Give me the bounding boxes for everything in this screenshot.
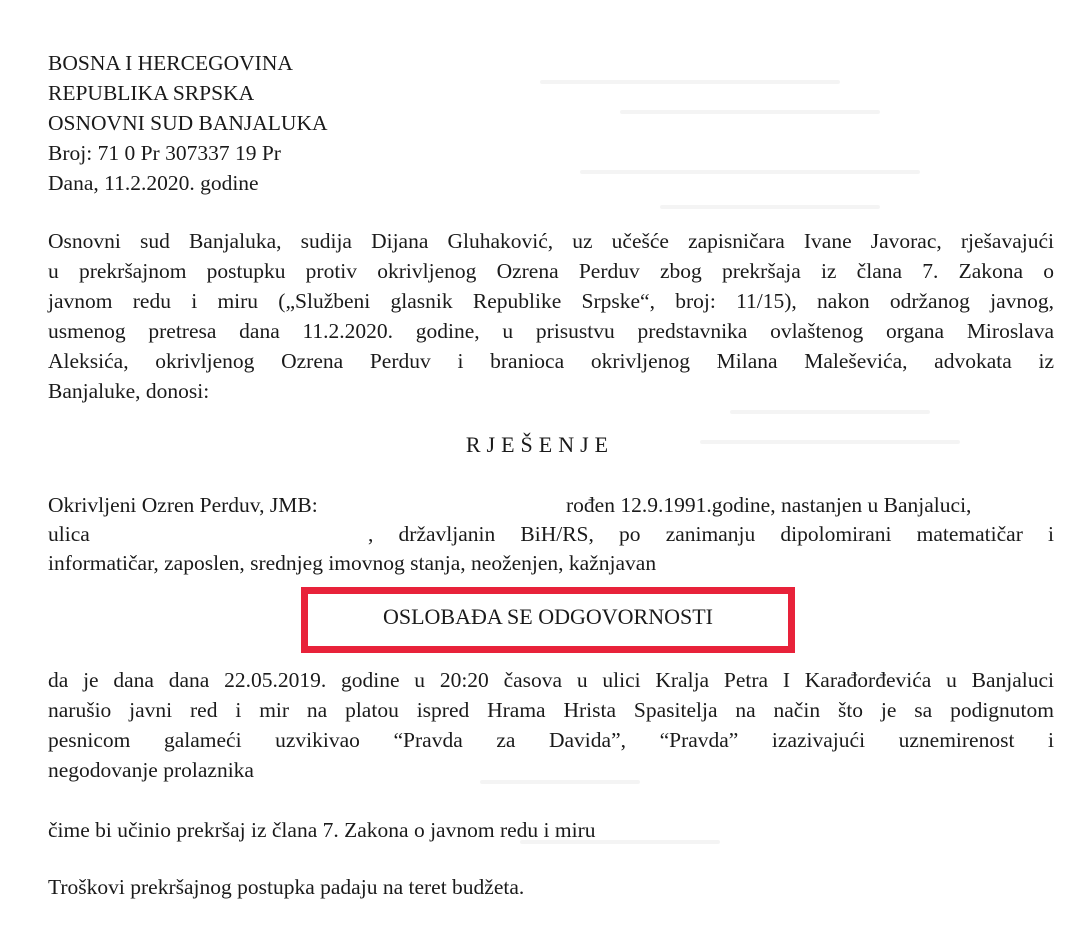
accused-line-3: informatičar, zaposlen, srednjeg imovnog stanja, neoženjen, kažnjavan (48, 551, 657, 575)
costs-statement: Troškovi prekršajnog postupka padaju na teret budžeta. (48, 875, 525, 899)
accused-line-1-end: rođen 12.9.1991.godine, nastanjen u Banjaluci, (566, 493, 972, 517)
accused-line-1-start: Okrivljeni Ozren Perduv, JMB: (48, 493, 318, 517)
facts-line-2: narušio javni red i mir na platou ispred Hrama Hrista Spasitelja na način što je sa podignutom (48, 698, 1054, 722)
redacted-street (130, 525, 370, 545)
header-case-number: Broj: 71 0 Pr 307337 19 Pr (48, 141, 281, 165)
intro-line-4: usmenog pretresa dana 11.2.2020. godine, u prisustvu predstavnika ovlaštenog organa Miroslava (48, 319, 1054, 343)
header-entity: REPUBLIKA SRPSKA (48, 81, 255, 105)
intro-line-2: u prekršajnom postupku protiv okrivljenog Ozrena Perduv zbog prekršaja iz člana 7. Zakona o (48, 259, 1054, 283)
decision-title: RJEŠENJE (465, 432, 615, 457)
offense-statement: čime bi učinio prekršaj iz člana 7. Zakona o javnom redu i miru (48, 818, 596, 842)
verdict-text: OSLOBAĐA SE ODGOVORNOSTI (382, 604, 714, 629)
accused-line-2-end: , državljanin BiH/RS, po zanimanju dipolomirani matematičar i (368, 522, 1054, 546)
facts-line-1: da je dana dana 22.05.2019. godine u 20:20 časova u ulici Kralja Petra I Karađorđevića u Banjaluci (48, 668, 1054, 692)
facts-line-3: pesnicom galameći uzvikivao “Pravda za Davida”, “Pravda” izazivajući uznemirenost i (48, 728, 1054, 752)
intro-line-6: Banjaluke, donosi: (48, 379, 210, 403)
intro-line-3: javnom redu i miru („Službeni glasnik Republike Srpske“, broj: 11/15), nakon održanog javnog, (48, 289, 1054, 313)
intro-line-1: Osnovni sud Banjaluka, sudija Dijana Gluhaković, uz učešće zapisničara Ivane Javorac, rješavajući (48, 229, 1054, 253)
redacted-jmb (376, 496, 556, 516)
accused-line-2-start: ulica (48, 522, 90, 546)
header-date: Dana, 11.2.2020. godine (48, 171, 259, 195)
facts-line-4: negodovanje prolaznika (48, 758, 254, 782)
header-court: OSNOVNI SUD BANJALUKA (48, 111, 328, 135)
intro-line-5: Aleksića, okrivljenog Ozrena Perduv i branioca okrivljenog Milana Maleševića, advokata iz (48, 349, 1054, 373)
header-country: BOSNA I HERCEGOVINA (48, 51, 293, 75)
